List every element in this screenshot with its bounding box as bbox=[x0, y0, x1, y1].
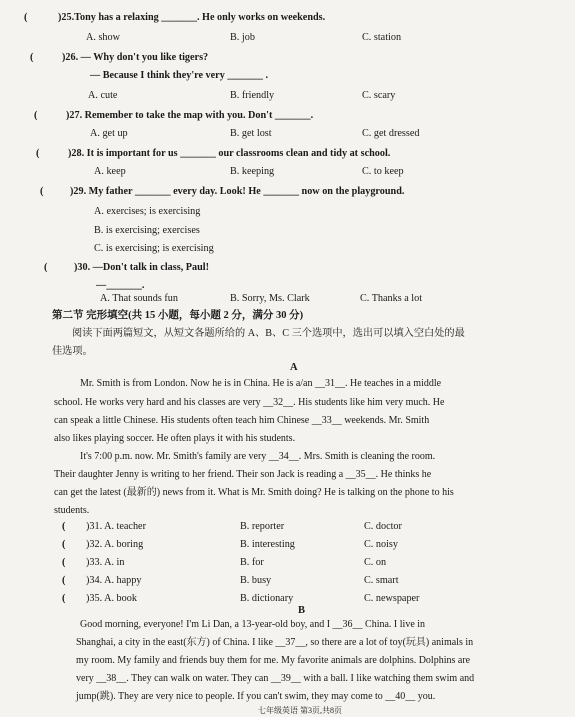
q35-option-b: B. dictionary bbox=[240, 593, 294, 604]
passage-b-line: Good morning, everyone! I'm Li Dan, a 13-year-old boy, and I __36__ China. I live in bbox=[80, 619, 426, 630]
answer-bracket: ( bbox=[62, 539, 66, 550]
q30-option-a: A. That sounds fun bbox=[100, 293, 178, 304]
passage-a-line: school. He works very hard and his classes are very __32__. His students like him very much. He bbox=[54, 397, 445, 408]
q27-option-c: C. get dressed bbox=[362, 128, 420, 139]
passage-b-line: jump(跳). They are very nice to people. If you can't swim, they may come to __40__ you. bbox=[76, 691, 436, 702]
page-footer: 七年级英语 第3页,共8页 bbox=[258, 706, 342, 715]
answer-bracket: ( bbox=[62, 593, 66, 604]
q25-option-b: B. job bbox=[230, 32, 255, 43]
answer-bracket: ( bbox=[24, 12, 28, 23]
section-instructions: 阅读下面两篇短文，从短文各题所给的 A、B、C 三个选项中，选出可以填入空白处的最 bbox=[72, 328, 465, 339]
answer-bracket: ( bbox=[44, 262, 48, 273]
question-27-stem: )27. Remember to take the map with you. Don't _______. bbox=[66, 110, 314, 121]
q29-option-c: C. is exercising; is exercising bbox=[94, 243, 214, 254]
q31-option-b: B. reporter bbox=[240, 521, 285, 532]
question-30-response: —_______. bbox=[96, 280, 145, 291]
q25-option-a: A. show bbox=[86, 32, 120, 43]
passage-b-line: my room. My family and friends buy them for me. My favorite animals are dolphins. Dolphins are bbox=[76, 655, 471, 666]
q33-option-c: C. on bbox=[364, 557, 387, 568]
passage-b-line: Shanghai, a city in the east(东方) of China. I like __37__, so there are a lot of toy(玩具) animals in bbox=[76, 637, 474, 648]
passage-a-line: can get the latest (最新的) news from it. What is Mr. Smith doing? He is talking on the phone to his bbox=[54, 487, 454, 498]
question-25-stem: )25.Tony has a relaxing _______. He only works on weekends. bbox=[58, 12, 326, 23]
question-30-stem: )30. —Don't talk in class, Paul! bbox=[74, 262, 209, 273]
question-26-stem: )26. — Why don't you like tigers? bbox=[62, 52, 209, 63]
q32-option-a: )32. A. boring bbox=[86, 539, 144, 550]
answer-bracket: ( bbox=[62, 521, 66, 532]
q30-option-c: C. Thanks a lot bbox=[360, 293, 423, 304]
q26-option-c: C. scary bbox=[362, 90, 396, 101]
q27-option-a: A. get up bbox=[90, 128, 128, 139]
passage-a-line: Their daughter Jenny is writing to her friend. Their son Jack is reading a __35__. He thinks he bbox=[54, 469, 432, 480]
passage-a-line: can speak a little Chinese. His students often teach him Chinese __33__ weekends. Mr. Smith bbox=[54, 415, 430, 426]
q31-option-a: )31. A. teacher bbox=[86, 521, 146, 532]
q33-option-b: B. for bbox=[240, 557, 264, 568]
q26-option-a: A. cute bbox=[88, 90, 118, 101]
passage-b-label: B bbox=[298, 605, 306, 616]
question-29-stem: )29. My father _______ every day. Look! He _______ now on the playground. bbox=[70, 186, 405, 197]
q34-option-c: C. smart bbox=[364, 575, 399, 586]
q34-option-b: B. busy bbox=[240, 575, 272, 586]
q28-option-a: A. keep bbox=[94, 166, 126, 177]
q29-option-b: B. is exercising; exercises bbox=[94, 225, 200, 236]
q27-option-b: B. get lost bbox=[230, 128, 272, 139]
q29-option-a: A. exercises; is exercising bbox=[94, 206, 201, 217]
q33-option-a: )33. A. in bbox=[86, 557, 125, 568]
answer-bracket: ( bbox=[62, 575, 66, 586]
passage-a-label: A bbox=[290, 362, 298, 373]
q30-option-b: B. Sorry, Ms. Clark bbox=[230, 293, 310, 304]
q31-option-c: C. doctor bbox=[364, 521, 402, 532]
answer-bracket: ( bbox=[30, 52, 34, 63]
q35-option-a: )35. A. book bbox=[86, 593, 137, 604]
q35-option-c: C. newspaper bbox=[364, 593, 420, 604]
q32-option-c: C. noisy bbox=[364, 539, 398, 550]
passage-a-line: also likes playing soccer. He often plays it with his students. bbox=[54, 433, 296, 444]
q34-option-a: )34. A. happy bbox=[86, 575, 142, 586]
q28-option-c: C. to keep bbox=[362, 166, 404, 177]
passage-a-line: It's 7:00 p.m. now. Mr. Smith's family are very __34__. Mrs. Smith is cleaning the room. bbox=[80, 451, 436, 462]
q25-option-c: C. station bbox=[362, 32, 402, 43]
q32-option-b: B. interesting bbox=[240, 539, 295, 550]
answer-bracket: ( bbox=[36, 148, 40, 159]
section-heading: 第二节 完形填空(共 15 小题，每小题 2 分，满分 30 分) bbox=[52, 310, 304, 321]
q28-option-b: B. keeping bbox=[230, 166, 275, 177]
answer-bracket: ( bbox=[34, 110, 38, 121]
passage-b-line: very __38__. They can walk on water. They can __39__ with a ball. I like watching them swim and bbox=[76, 673, 475, 684]
passage-a-line: Mr. Smith is from London. Now he is in China. He is a/an __31__. He teaches in a middle bbox=[80, 378, 442, 389]
question-26-response: — Because I think they're very _______ . bbox=[90, 70, 269, 81]
section-instructions-cont: 佳选项。 bbox=[52, 346, 93, 357]
answer-bracket: ( bbox=[62, 557, 66, 568]
question-28-stem: )28. It is important for us _______ our classrooms clean and tidy at school. bbox=[68, 148, 391, 159]
q26-option-b: B. friendly bbox=[230, 90, 275, 101]
passage-a-line: students. bbox=[54, 505, 90, 516]
answer-bracket: ( bbox=[40, 186, 44, 197]
